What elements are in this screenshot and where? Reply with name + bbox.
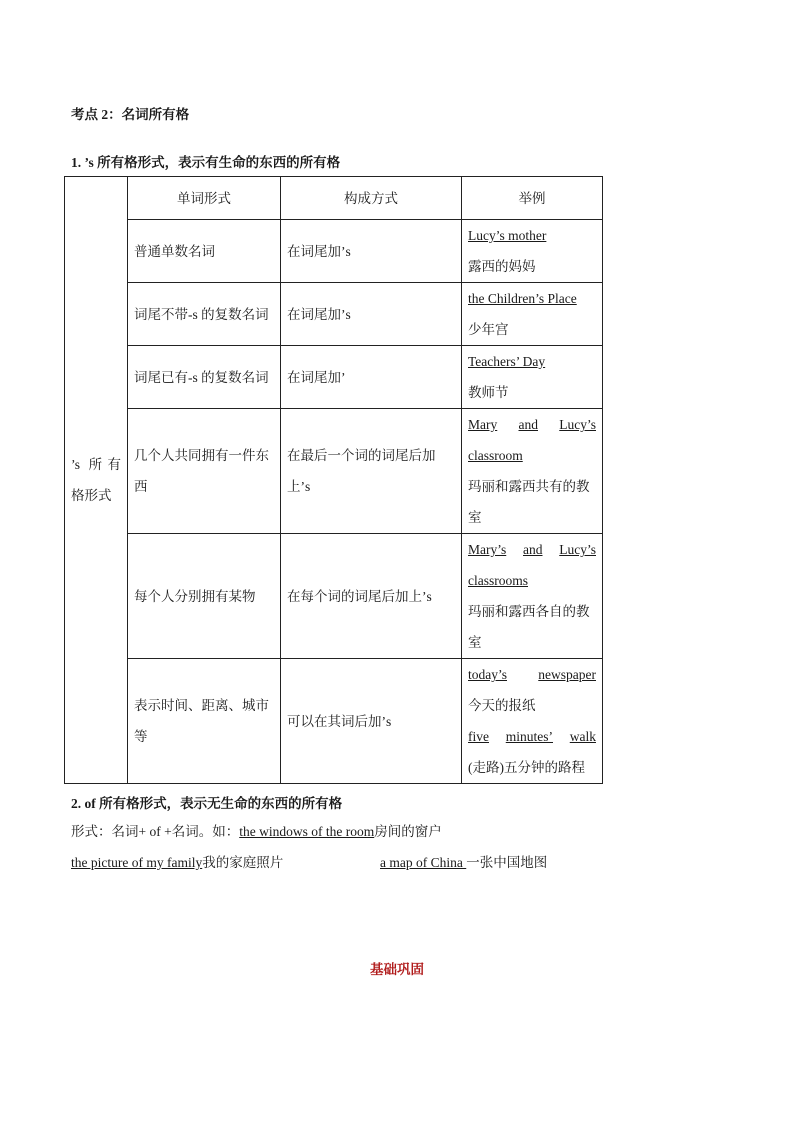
cell-method: 在每个词的词尾后加上’s	[281, 534, 462, 659]
cell-example	[462, 534, 603, 659]
example-en: classrooms	[468, 573, 528, 588]
example-line: a map of China 一张中国地图	[380, 855, 548, 870]
example-en: Lucy’s mother	[468, 228, 547, 243]
example-cn: 露西的妈妈	[468, 259, 536, 274]
table-row	[65, 659, 603, 784]
table-row	[65, 283, 603, 346]
example-en-line: today’s newspaper	[468, 667, 596, 682]
cell-method: 可以在其词后加’s	[281, 659, 462, 784]
cell-example	[462, 659, 603, 784]
topic-heading: 考点 2：名词所有格	[71, 107, 190, 122]
cell-method: 在词尾加’	[281, 346, 462, 409]
table-row	[65, 534, 603, 659]
possessive-table	[64, 176, 603, 784]
example-cn: 玛丽和露西各自的教室	[468, 604, 590, 650]
example-en: Teachers’ Day	[468, 354, 546, 369]
example-en: a map of China	[380, 855, 467, 870]
header-form: 单词形式	[128, 177, 281, 220]
example-cn: 少年宫	[468, 322, 509, 337]
cell-method: 在词尾加’s	[281, 220, 462, 283]
cell-form: 每个人分别拥有某物	[128, 534, 281, 659]
example-cn: 玛丽和露西共有的教室	[468, 479, 590, 525]
cell-example	[462, 283, 603, 346]
table-row	[65, 220, 603, 283]
example-line: the picture of my family我的家庭照片	[71, 855, 284, 870]
section2-heading: 2. of 所有格形式，表示无生命的东西的所有格	[71, 796, 343, 811]
cell-example	[462, 220, 603, 283]
table-row	[65, 346, 603, 409]
example-en-line: Mary’s and Lucy’s	[468, 542, 596, 557]
footer-title: 基础巩固	[370, 962, 424, 977]
cell-form: 词尾已有-s 的复数名词	[128, 346, 281, 409]
cell-form: 表示时间、距离、城市等	[128, 659, 281, 784]
example-cn: 教师节	[468, 385, 509, 400]
example-cn: (走路)五分钟的路程	[468, 760, 585, 775]
example-en: the Children’s Place	[468, 291, 577, 306]
example-en-line: five minutes’ walk	[468, 729, 596, 744]
example-en-line: Mary and Lucy’s	[468, 417, 596, 432]
side-label: ’s 所有格形式	[65, 177, 128, 784]
cell-form: 词尾不带-s 的复数名词	[128, 283, 281, 346]
table-row	[65, 409, 603, 534]
header-example: 举例	[462, 177, 603, 220]
example-en: the windows of the room	[239, 824, 375, 839]
example-cn: 今天的报纸	[468, 698, 536, 713]
cell-form: 几个人共同拥有一件东西	[128, 409, 281, 534]
cell-form: 普通单数名词	[128, 220, 281, 283]
example-en: classroom	[468, 448, 523, 463]
form-line: 形式：名词+ of +名词。如：the windows of the room房间的窗户	[71, 824, 442, 839]
section1-heading: 1. ’s 所有格形式，表示有生命的东西的所有格	[71, 155, 341, 170]
cell-method: 在最后一个词的词尾后加上’s	[281, 409, 462, 534]
header-method: 构成方式	[281, 177, 462, 220]
cell-example	[462, 346, 603, 409]
cell-method: 在词尾加’s	[281, 283, 462, 346]
cell-example	[462, 409, 603, 534]
example-en: the picture of my family	[71, 855, 203, 870]
